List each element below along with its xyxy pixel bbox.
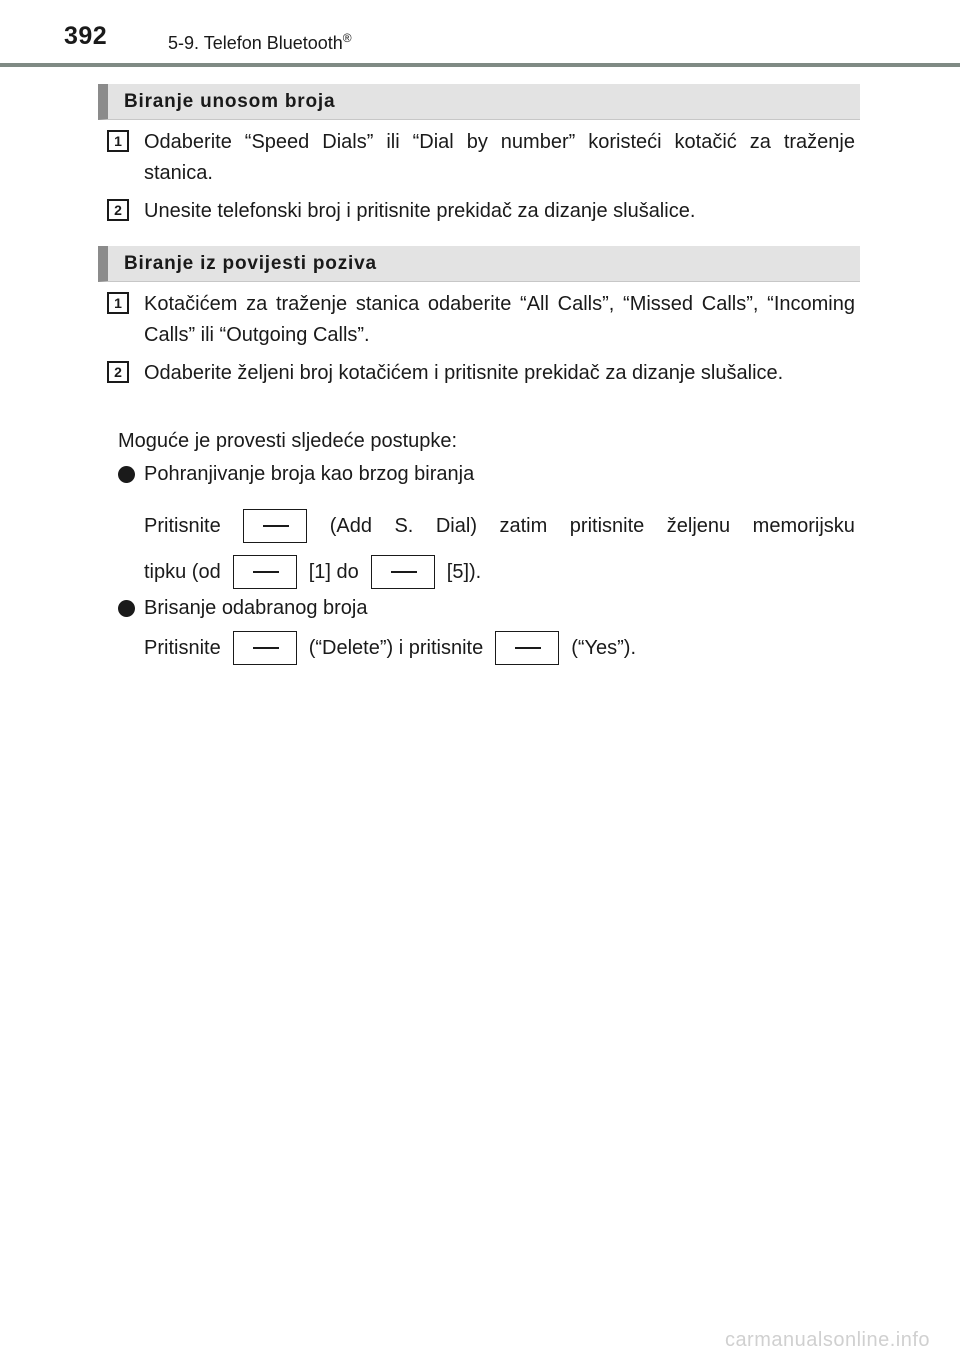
step-text: Odaberite “Speed Dials” ili “Dial by number” koristeći kotačić za traženje stanica. [144,131,855,184]
bullet-title: Brisanje odabranog broja [144,597,368,619]
bullet-dot [118,466,135,483]
bullet-dot [118,600,135,617]
notes-intro: Moguće je provesti sljedeće postupke: [118,430,458,452]
instruction-word: Dial) [435,514,477,537]
step-text: Odaberite željeni broj kotačićem i pritisnite prekidač za dizanje slušalice. [144,362,784,384]
instruction-line [144,554,481,590]
yes-button-icon [495,631,559,665]
instruction-text: (“Yes”). [571,636,637,659]
instruction-word: (Add [329,514,372,537]
instruction-text: [5]). [446,560,482,583]
step-number-badge: 1 [107,292,129,314]
instruction-word: željenu [666,514,731,537]
running-header-text: 5-9. Telefon Bluetooth [168,33,343,53]
instruction-word: Pritisnite [144,514,221,537]
instruction-line [144,630,636,666]
running-header [168,31,352,54]
step-number-badge: 2 [107,199,129,221]
section-heading-dial-by-number [98,84,860,120]
instruction-word: pritisnite [569,514,645,537]
instruction-word: zatim [499,514,548,537]
step-number-badge: 2 [107,361,129,383]
section-heading-call-history [98,246,860,282]
registered-mark: ® [342,31,352,45]
step-text: Unesite telefonski broj i pritisnite prekidač za dizanje slušalice. [144,200,696,222]
watermark: carmanualsonline.info [724,1329,930,1351]
instruction-text: tipku (od [144,560,221,583]
add-speed-dial-button-icon [243,509,307,543]
page-number: 392 [64,22,108,50]
step-text: Kotačićem za traženje stanica odaberite “All Calls”, “Missed Calls”, “Incoming Calls” ili “Outgoing Calls”. [144,293,855,346]
step-number-badge: 1 [107,130,129,152]
memory-key-5-button-icon [371,555,435,589]
instruction-text: Pritisnite [144,636,221,659]
instruction-line [144,508,855,544]
header-rule [0,63,960,67]
instruction-text: (“Delete”) i pritisnite [308,636,484,659]
section-title: Biranje iz povijesti poziva [124,253,377,274]
delete-button-icon [233,631,297,665]
instruction-word: S. [394,514,414,537]
section-title: Biranje unosom broja [124,91,336,112]
instruction-word: memorijsku [752,514,855,537]
memory-key-1-button-icon [233,555,297,589]
instruction-text: [1] do [308,560,359,583]
bullet-title: Pohranjivanje broja kao brzog biranja [144,463,475,485]
